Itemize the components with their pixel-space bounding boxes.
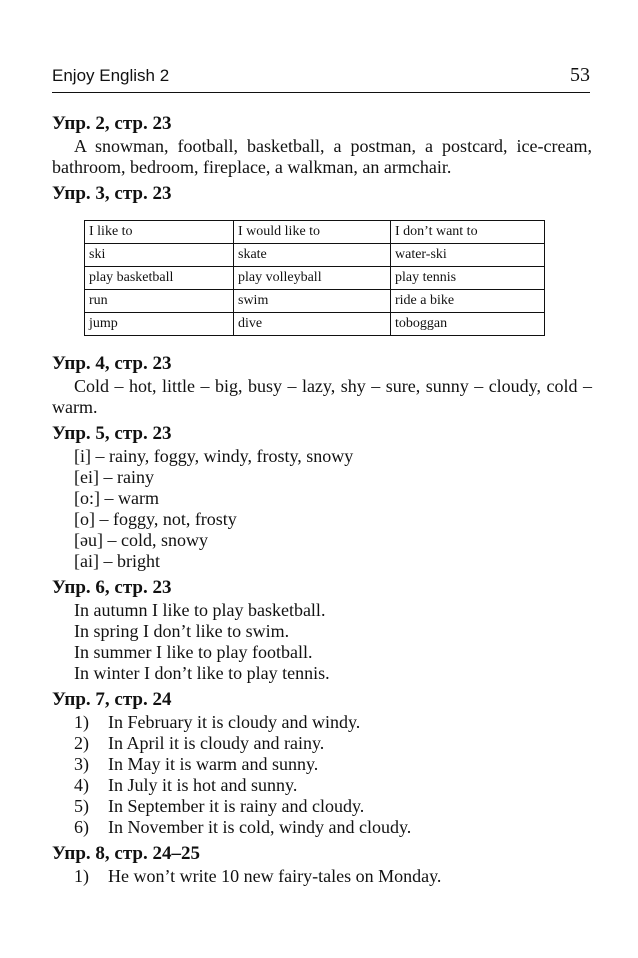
exercise-2-heading: Упр. 2, стр. 23 (52, 113, 172, 134)
table-cell: I would like to (234, 221, 391, 244)
table-row (85, 290, 545, 313)
exercise-4-heading: Упр. 4, стр. 23 (52, 353, 172, 374)
item-text: In February it is cloudy and windy. (108, 712, 361, 732)
list-item: In winter I don’t like to play tennis. (74, 663, 330, 683)
exercise-8-list (52, 866, 592, 887)
exercise-7-heading: Упр. 7, стр. 24 (52, 689, 172, 710)
list-item: In autumn I like to play basketball. (74, 600, 326, 620)
item-number: 1) (74, 712, 89, 732)
item-number: 2) (74, 733, 89, 753)
item-text: In May it is warm and sunny. (108, 754, 319, 774)
table-cell: play basketball (85, 267, 234, 290)
exercise-4-text: Cold – hot, little – big, busy – lazy, shy – sure, sunny – cloudy, cold – warm. (52, 376, 592, 417)
page-header (52, 64, 590, 93)
exercise-5-heading: Упр. 5, стр. 23 (52, 423, 172, 444)
list-item (52, 733, 592, 754)
exercise-6-list (52, 600, 592, 684)
list-item: In spring I don’t like to swim. (74, 621, 290, 641)
table-cell: dive (234, 313, 391, 336)
table-cell: run (85, 290, 234, 313)
list-item: [əu] – cold, snowy (74, 530, 208, 550)
table-cell: play tennis (391, 267, 545, 290)
exercise-8-heading: Упр. 8, стр. 24–25 (52, 843, 200, 864)
item-number: 6) (74, 817, 89, 837)
table-row (85, 244, 545, 267)
table-cell: play volleyball (234, 267, 391, 290)
list-item (52, 754, 592, 775)
item-text: In November it is cold, windy and cloudy. (108, 817, 412, 837)
list-item (52, 796, 592, 817)
table-cell: swim (234, 290, 391, 313)
item-text: In September it is rainy and cloudy. (108, 796, 365, 816)
item-number: 3) (74, 754, 89, 774)
item-number: 5) (74, 796, 89, 816)
list-item: [i] – rainy, foggy, windy, frosty, snowy (74, 446, 354, 466)
list-item (52, 817, 592, 838)
exercise-2-text: A snowman, football, basketball, a postman, a postcard, ice-cream, bathroom, bedroom, fireplace, a walkman, an armchair. (52, 136, 592, 177)
list-item (52, 866, 592, 887)
exercise-6-heading: Упр. 6, стр. 23 (52, 577, 172, 598)
exercise-3-heading: Упр. 3, стр. 23 (52, 183, 172, 204)
list-item: [o] – foggy, not, frosty (74, 509, 237, 529)
list-item: [ei] – rainy (74, 467, 154, 487)
book-title: Enjoy English 2 (52, 66, 170, 85)
list-item: [ai] – bright (74, 551, 160, 571)
table-cell: water-ski (391, 244, 545, 267)
item-text: He won’t write 10 new fairy-tales on Monday. (108, 866, 442, 886)
item-text: In July it is hot and sunny. (108, 775, 298, 795)
exercise-3-table (84, 220, 545, 336)
item-number: 4) (74, 775, 89, 795)
table-cell: I don’t want to (391, 221, 545, 244)
table-row (85, 313, 545, 336)
table-row (85, 221, 545, 244)
page-content (52, 112, 592, 887)
table-cell: I like to (85, 221, 234, 244)
item-text: In April it is cloudy and rainy. (108, 733, 325, 753)
table-cell: jump (85, 313, 234, 336)
table-row (85, 267, 545, 290)
item-number: 1) (74, 866, 89, 886)
list-item: In summer I like to play football. (74, 642, 313, 662)
list-item (52, 775, 592, 796)
exercise-5-list (52, 446, 592, 572)
list-item (52, 712, 592, 733)
table-cell: toboggan (391, 313, 545, 336)
page-number: 53 (570, 64, 590, 86)
list-item: [o:] – warm (74, 488, 159, 508)
table-cell: skate (234, 244, 391, 267)
exercise-7-list (52, 712, 592, 838)
table-cell: ski (85, 244, 234, 267)
table-cell: ride a bike (391, 290, 545, 313)
